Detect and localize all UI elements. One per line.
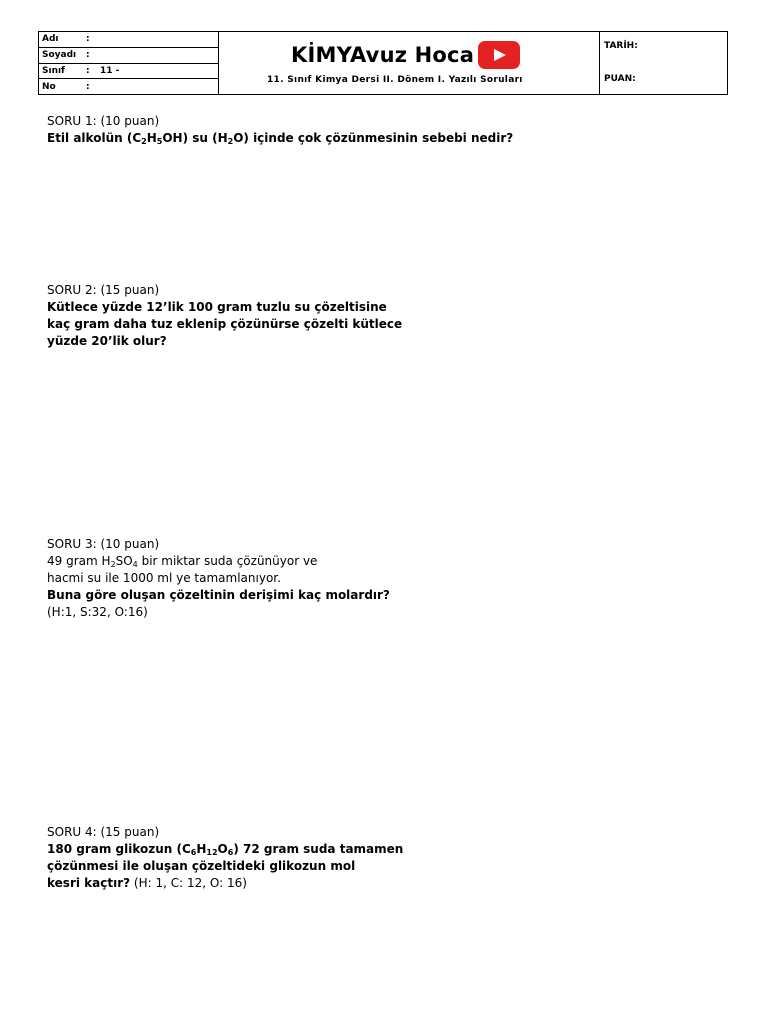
question-4-line-1: 180 gram glikozun $(C_6H_{12}O_6)$ 72 gram suda tamamen (47, 842, 404, 857)
field-surname (39, 48, 218, 64)
score-label: PUAN: (604, 74, 636, 84)
question-4-heading: SORU 4: (15 puan) (47, 825, 160, 839)
date-label: TARİH: (604, 41, 638, 51)
field-surname-sep: : (86, 50, 90, 61)
question-2 (47, 282, 402, 350)
field-class-label: Sınıf (42, 65, 65, 76)
question-4-line-2: çözünmesi ile oluşan çözeltideki glikozun mol (47, 859, 356, 873)
brand-text: KİMYAvuz Hoca (291, 43, 475, 67)
question-1 (47, 113, 513, 147)
field-class (39, 64, 218, 80)
brand-logo (291, 41, 520, 69)
question-3-line-2: hacmi su ile 1000 ml ye tamamlanıyor. (47, 571, 281, 585)
question-2-line-1: Kütlece yüzde 12’lik 100 gram tuzlu su çözeltisine (47, 300, 387, 314)
question-3-line-3: Buna göre oluşan çözeltinin derişimi kaç molardır? (47, 588, 390, 602)
question-2-line-3: yüzde 20’lik olur? (47, 334, 167, 348)
date-score-cell (600, 32, 727, 94)
question-4-line-3: kesri kaçtır? (H: 1, C: 12, O: 16) (47, 876, 247, 890)
field-number-sep: : (86, 81, 90, 92)
field-number (39, 79, 218, 94)
field-number-label: No (42, 81, 56, 92)
question-2-heading: SORU 2: (15 puan) (47, 283, 160, 297)
field-surname-label: Soyadı (42, 50, 77, 61)
field-class-value: 11 - (100, 65, 120, 76)
question-3 (47, 536, 390, 621)
header-title-cell (219, 32, 600, 94)
field-name-sep: : (86, 34, 90, 45)
question-3-line-4: (H:1, S:32, O:16) (47, 605, 148, 619)
question-2-line-2: kaç gram daha tuz eklenip çözünürse çözelti kütlece (47, 317, 403, 331)
question-3-heading: SORU 3: (10 puan) (47, 537, 160, 551)
field-name-label: Adı (42, 34, 59, 45)
youtube-play-icon (478, 41, 520, 69)
question-1-heading: SORU 1: (10 puan) (47, 114, 160, 128)
field-name (39, 32, 218, 48)
question-1-text: Etil alkolün $(C_2H_5OH)$ su $(H_2O)$ içinde çok çözünmesinin sebebi nedir? (47, 131, 514, 146)
question-3-line-1: 49 gram $H_2SO_4$ bir miktar suda çözünüyor ve (47, 554, 318, 569)
exam-header (38, 31, 728, 95)
student-info-table (39, 32, 219, 94)
exam-subtitle: 11. Sınıf Kimya Dersi II. Dönem I. Yazılı Soruları (267, 75, 523, 85)
question-4 (47, 824, 403, 892)
field-class-sep: : (86, 65, 90, 76)
